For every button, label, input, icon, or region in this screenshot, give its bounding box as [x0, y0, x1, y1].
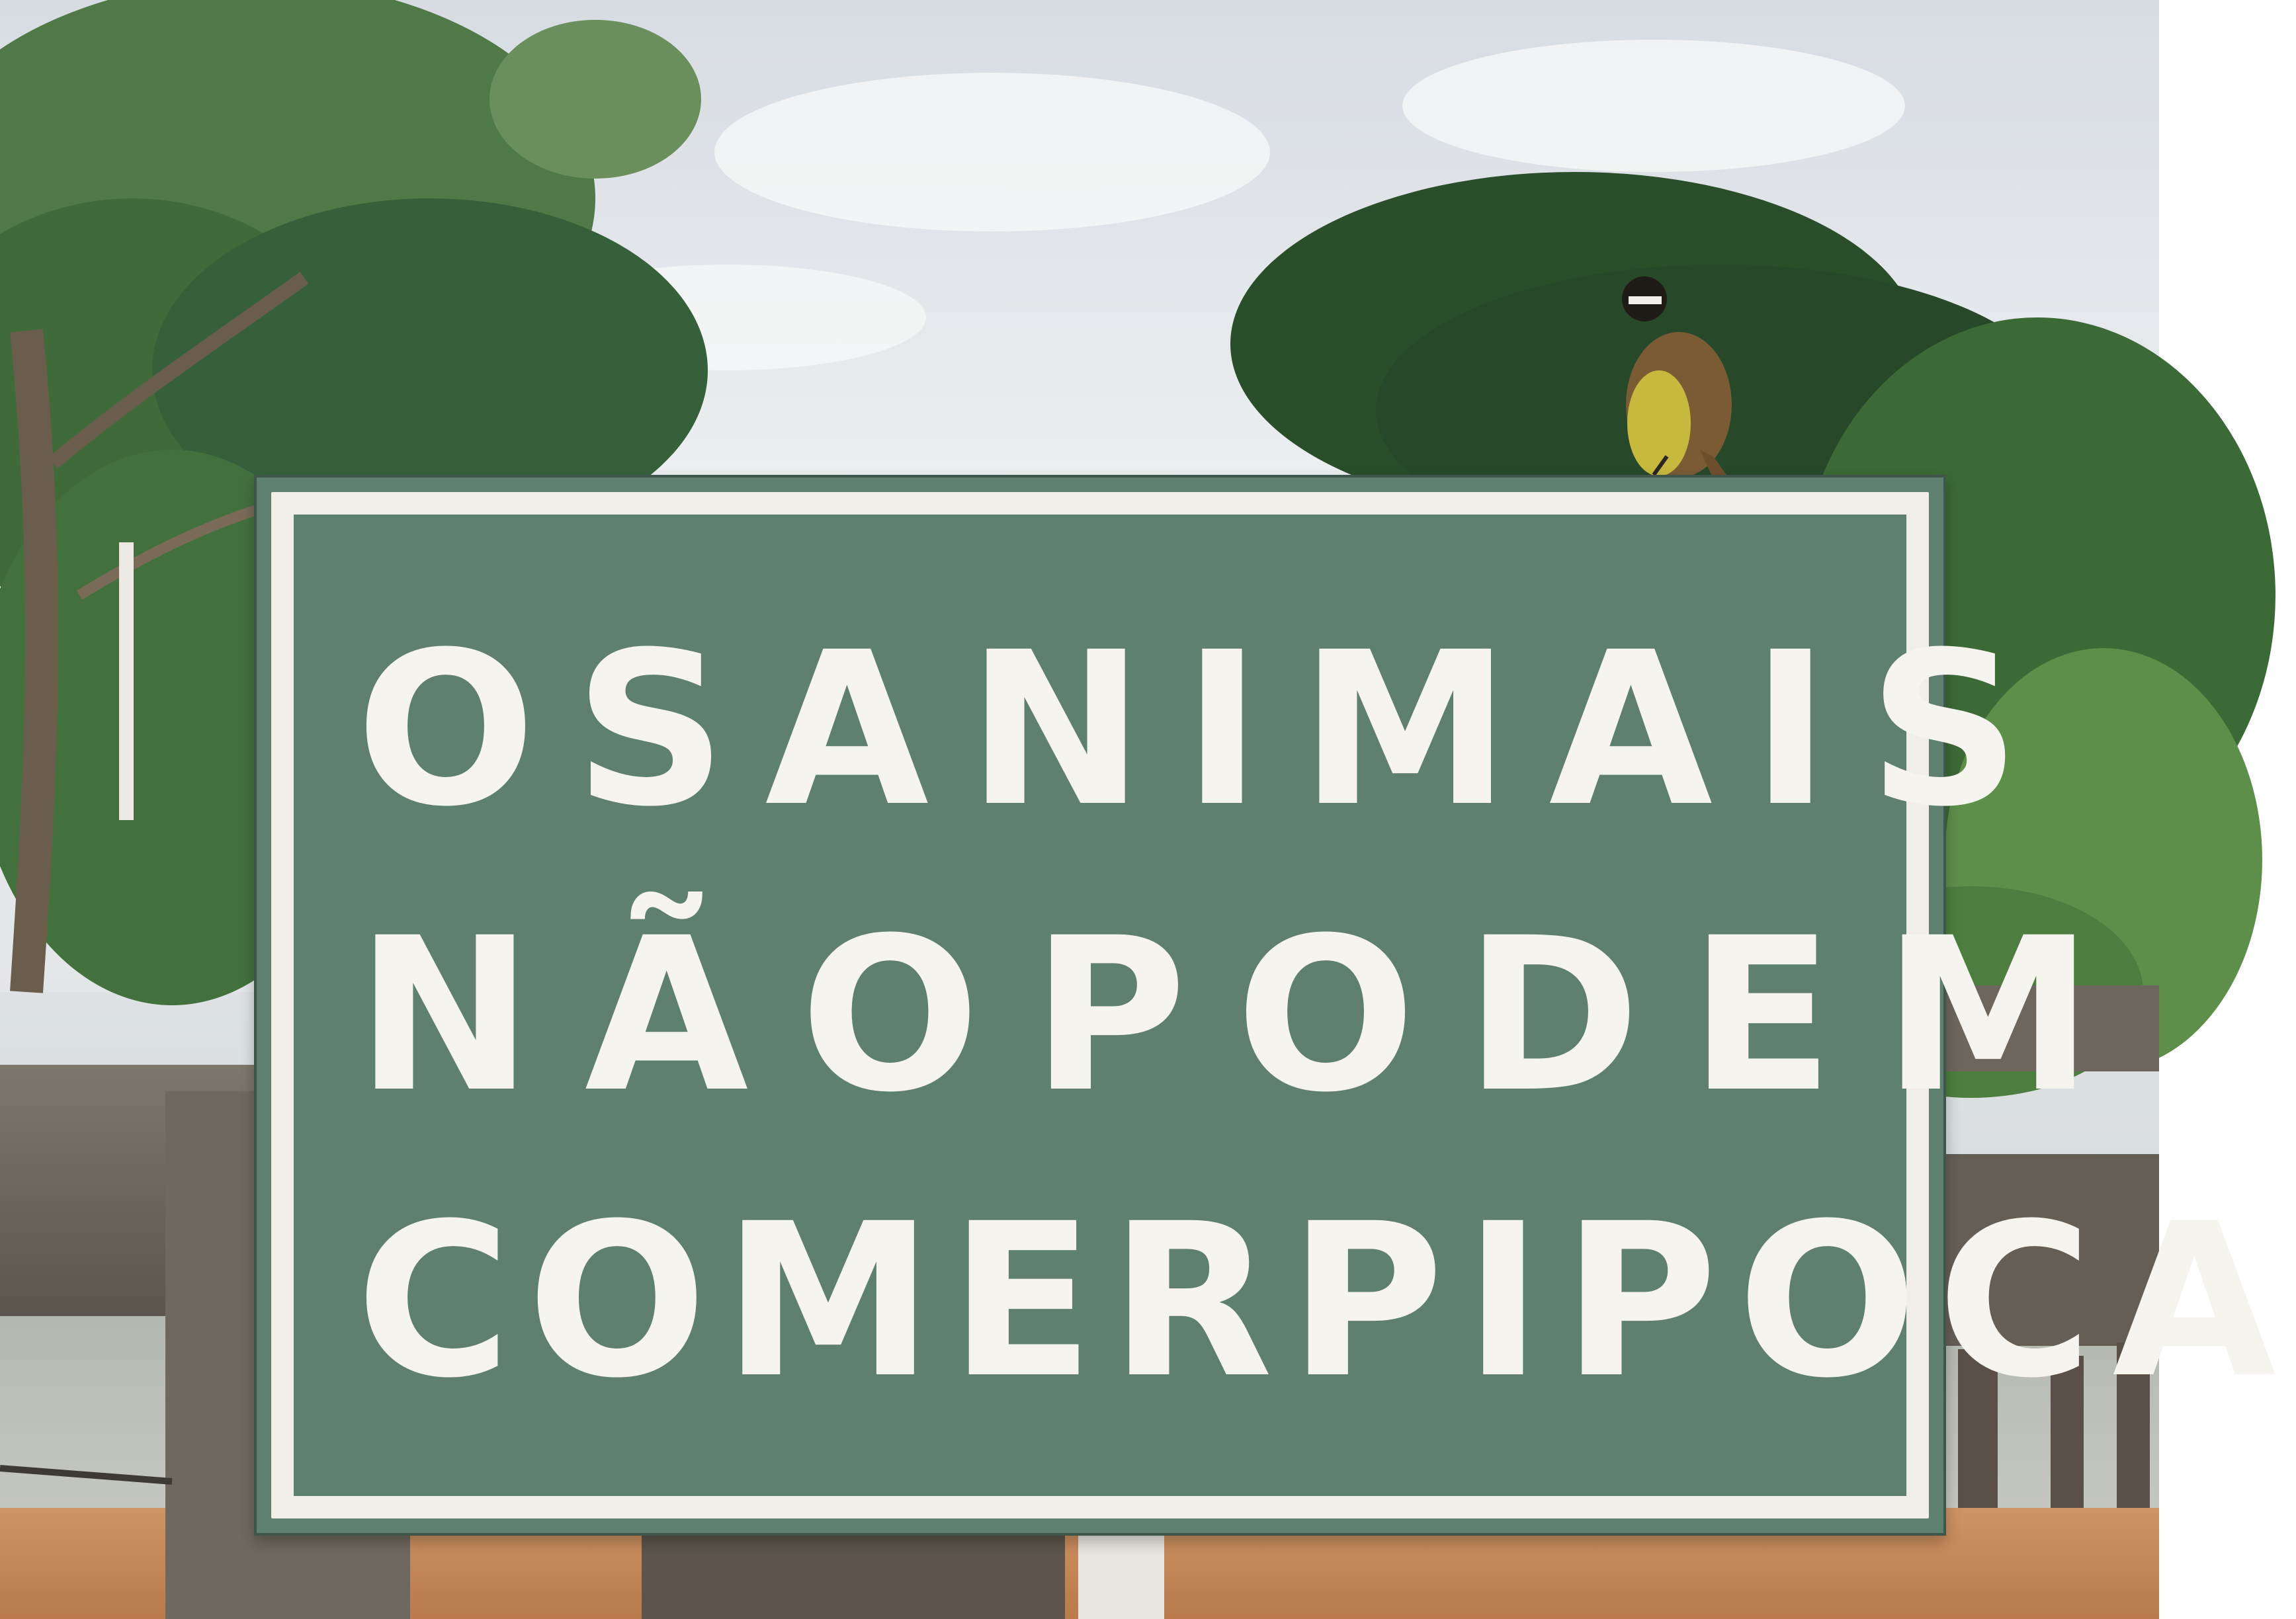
sign-line-2: [356, 893, 2143, 1139]
sign-post: [1078, 1521, 1164, 1619]
sign-word-os: OS: [356, 607, 765, 853]
sign-word-podem: PODEM: [1031, 893, 2143, 1139]
sign-line-3: [356, 1179, 2296, 1425]
sign-word-animais: ANIMAIS: [765, 607, 2059, 853]
sign-word-comer: COMER: [356, 1179, 1289, 1425]
sign-word-pipoca: PIPOCA: [1289, 1179, 2296, 1425]
warning-sign: [254, 475, 2296, 1536]
sign-word-nao: NÃO: [356, 893, 1032, 1139]
sign-line-1: [356, 607, 2059, 853]
